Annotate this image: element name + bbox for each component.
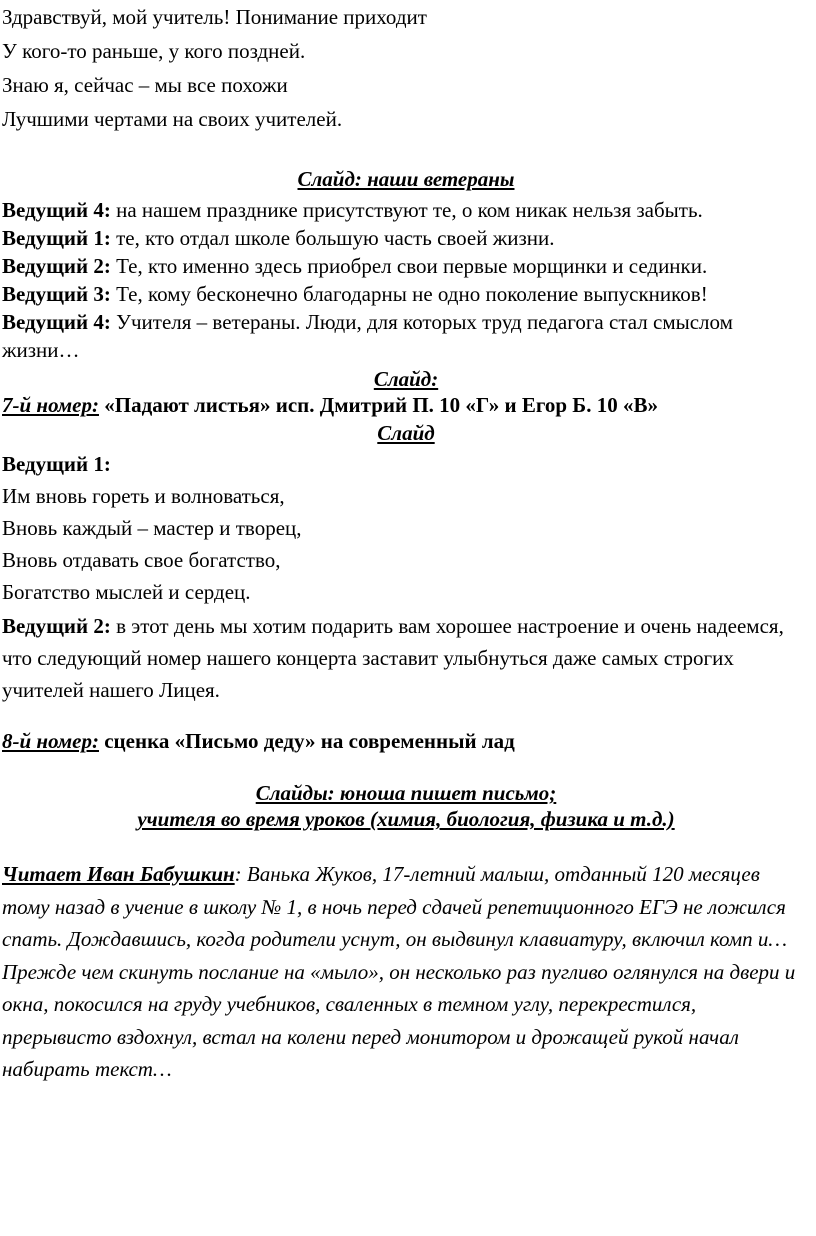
poem-line: Богатство мыслей и сердец. (2, 580, 251, 604)
dialogue-text: Те, кому бесконечно благодарны не одно поколение выпускников! (110, 282, 708, 306)
number-label: 7-й номер: (2, 393, 99, 417)
host1-poem (2, 448, 810, 608)
slide-after-line (2, 420, 810, 446)
speaker-label: Ведущий 2: (2, 254, 111, 278)
dialogue-line (2, 308, 810, 364)
slide-title: Слайд: наши ветераны (297, 167, 515, 191)
slides-letter-heading (2, 780, 810, 806)
slide-label: Слайд: (373, 367, 439, 391)
dialogue-text: в этот день мы хотим подарить вам хорошее настроение и очень надеемся, что следующий номер нашего концерта заставит улыбнуться даже самых строгих учителей нашего Лицея. (2, 614, 784, 702)
veterans-dialogue (2, 196, 810, 364)
speaker-label: Ведущий 4: (2, 198, 111, 222)
dialogue-line (2, 196, 810, 224)
number-label: 8-й номер: (2, 729, 99, 753)
number-description: «Падают листья» исп. Дмитрий П. 10 «Г» и Егор Б. 10 «В» (98, 393, 658, 417)
slide-veterans-heading (2, 166, 810, 192)
poem-line: Знаю я, сейчас – мы все похожи (2, 73, 288, 97)
dialogue-line (2, 280, 810, 308)
dialogue-text: на нашем празднике присутствуют те, о ком никак нельзя забыть. (110, 198, 703, 222)
number-7-line (2, 392, 810, 418)
poem-line: Вновь отдавать свое богатство, (2, 548, 281, 572)
slides-letter-subheading (2, 806, 810, 832)
speaker-label: Ведущий 3: (2, 282, 111, 306)
number-description: сценка «Письмо деду» на современный лад (98, 729, 515, 753)
speaker-label: Ведущий 4: (2, 310, 111, 334)
dialogue-line (2, 252, 810, 280)
slide-label-line (2, 366, 810, 392)
reading-text: : Ванька Жуков, 17-летний малыш, отданный 120 месяцев тому назад в учение в школу № 1, в ночь перед сдачей репетиционного ЕГЭ не ложился спать. Дождавшись, когда родители уснут, он выдвинул клавиатуру, включил комп и… Прежде чем скинуть послание на «мыло», он несколько раз пугливо оглянулся на двери и окна, покосился на груду учебников, сваленных в темном углу, перекрестился, прерывисто вздохнул, встал на колени перед монитором и дрожащей рукой начал набирать текст… (2, 862, 796, 1081)
poem-line: Здравствуй, мой учитель! Понимание приходит (2, 5, 427, 29)
reading-paragraph (2, 858, 810, 1086)
poem-line: Им вновь гореть и волноваться, (2, 484, 285, 508)
number-8-line (2, 728, 810, 754)
speaker-label: Ведущий 2: (2, 614, 111, 638)
poem-line: У кого-то раньше, у кого поздней. (2, 39, 306, 63)
poem-line: Вновь каждый – мастер и творец, (2, 516, 302, 540)
speaker-label: Ведущий 1: (2, 226, 111, 250)
dialogue-line (2, 224, 810, 252)
poem-line: Лучшими чертами на своих учителей. (2, 107, 343, 131)
dialogue-text: Учителя – ветераны. Люди, для которых труд педагога стал смыслом жизни… (2, 310, 733, 362)
dialogue-text: те, кто отдал школе большую часть своей жизни. (110, 226, 555, 250)
slide-title: Слайды: юноша пишет письмо; (255, 781, 557, 805)
slide-label: Слайд (377, 421, 435, 445)
dialogue-text: Те, кто именно здесь приобрел свои первые морщинки и сединки. (110, 254, 708, 278)
opening-poem (2, 0, 810, 136)
slide-subtitle: учителя во время уроков (химия, биология, физика и т.д.) (137, 807, 675, 831)
speaker-label: Ведущий 1: (2, 452, 111, 476)
host2-speech (2, 610, 810, 706)
reader-label: Читает Иван Бабушкин (2, 862, 235, 886)
